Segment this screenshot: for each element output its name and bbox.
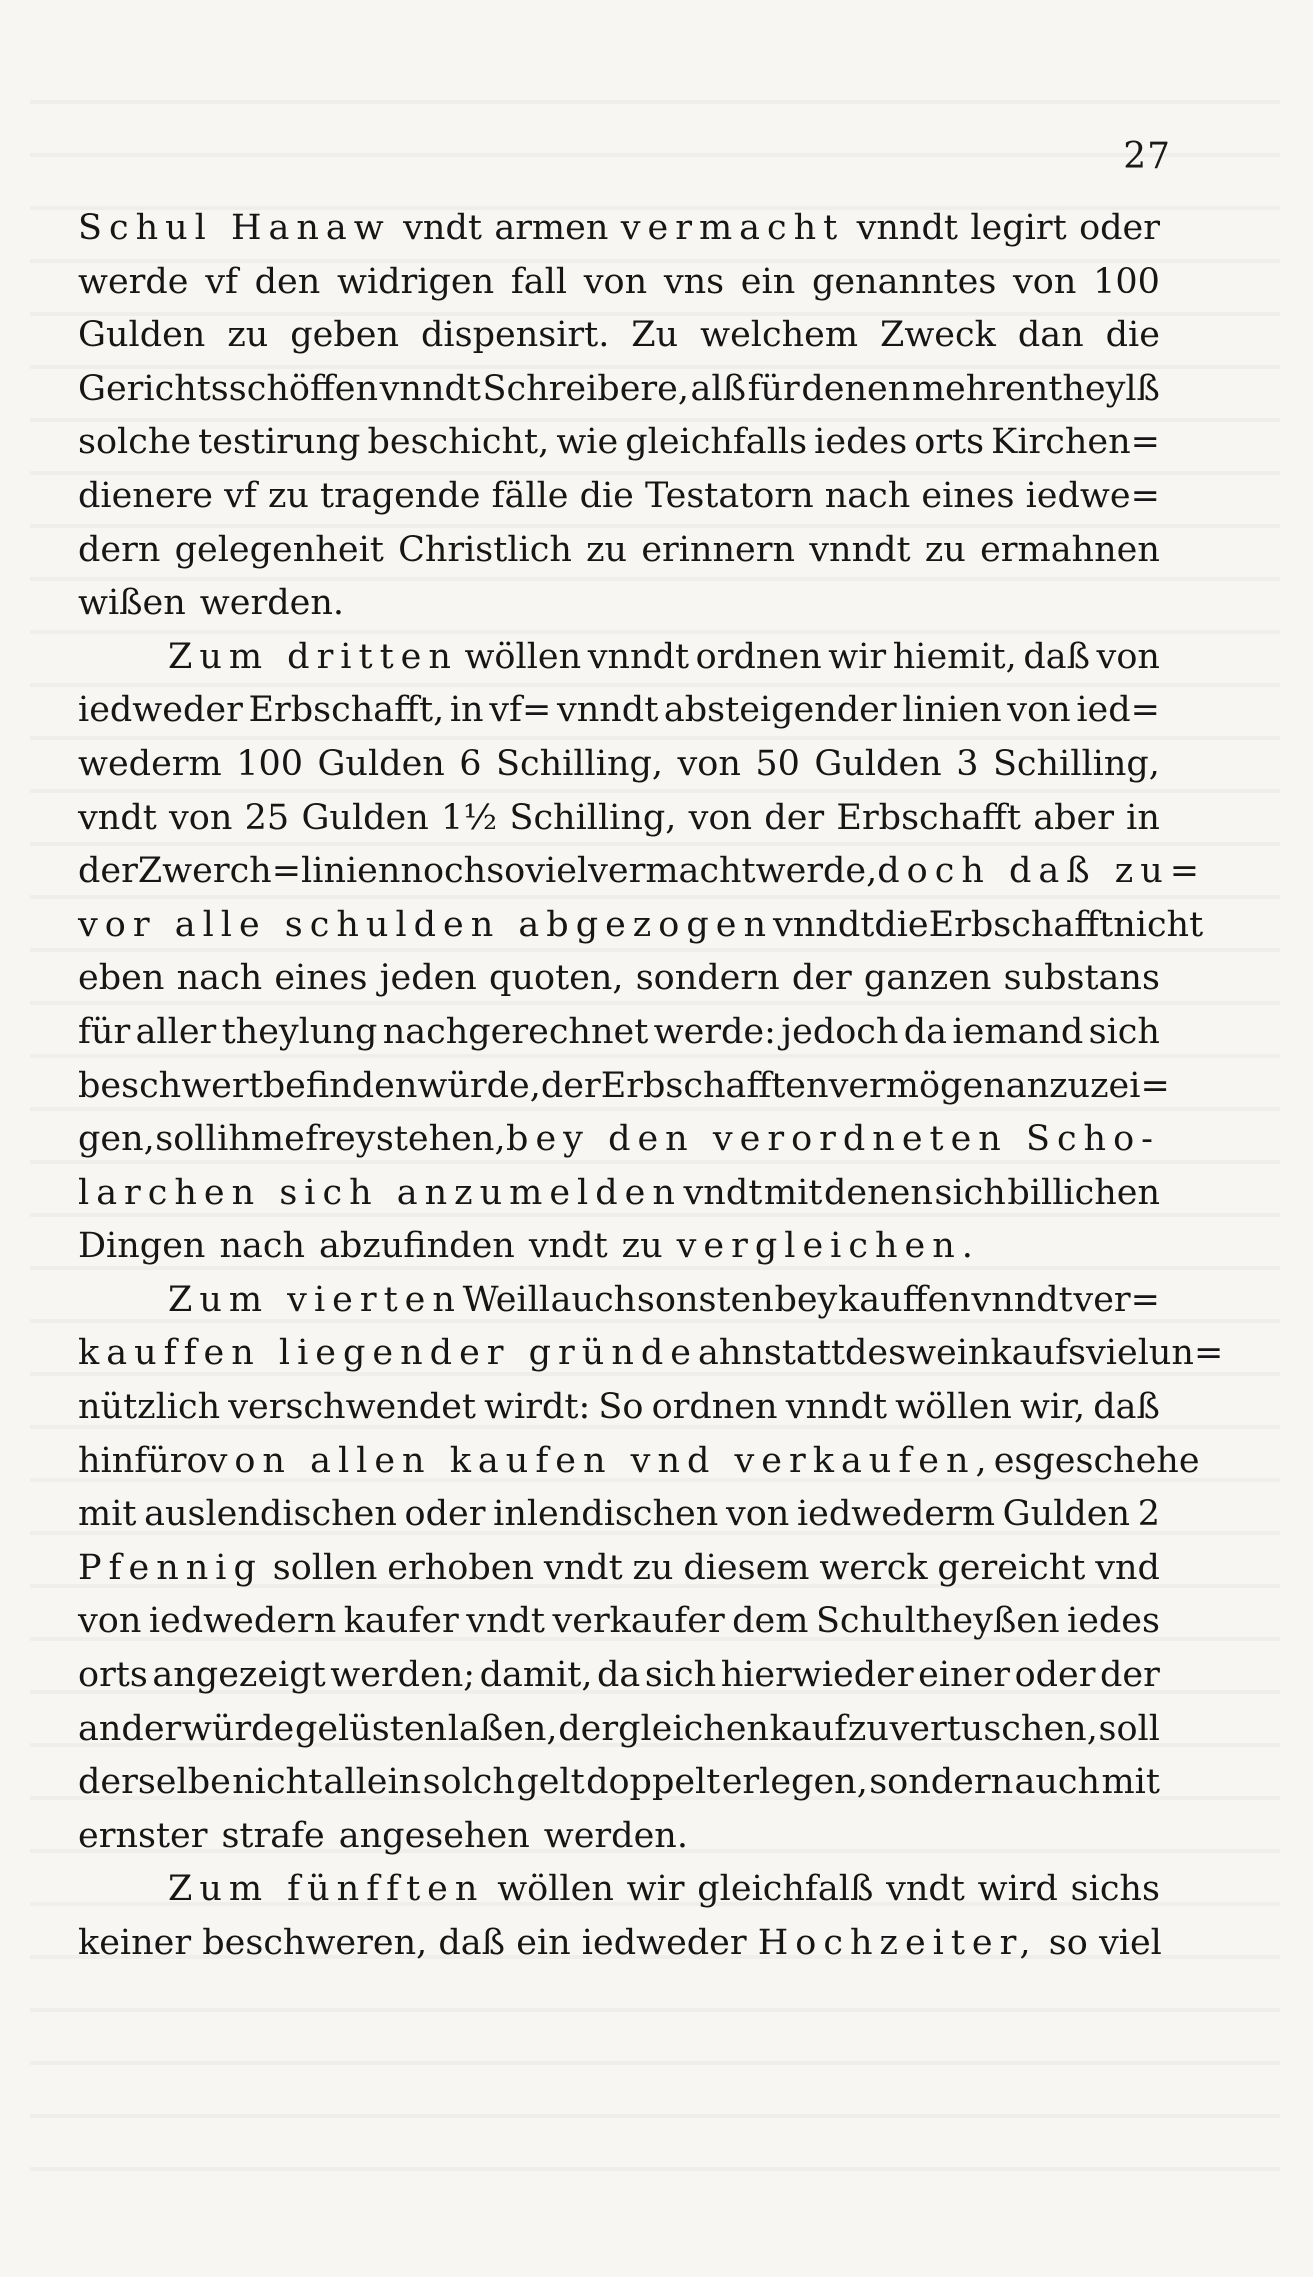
word: kauffen	[838, 1279, 971, 1320]
word: iemand	[952, 1011, 1084, 1052]
word: ied=	[1076, 690, 1160, 731]
word: daß	[438, 1923, 506, 1963]
word: soll	[155, 1119, 217, 1160]
word: fall	[510, 261, 568, 302]
word: von	[677, 743, 741, 784]
word: 1½	[441, 797, 498, 838]
word: sich	[1088, 1011, 1160, 1052]
word: linien	[902, 690, 1002, 731]
word: diesem	[683, 1547, 810, 1588]
word: verschwendet	[228, 1387, 476, 1428]
word: strafe	[221, 1815, 325, 1856]
word: die	[579, 475, 634, 516]
word: werck	[819, 1547, 928, 1588]
word: wir	[626, 1869, 685, 1910]
word: werden.	[199, 583, 344, 624]
word: sondern	[869, 1762, 1014, 1803]
word: es	[993, 1440, 1033, 1481]
text-line	[78, 1863, 1160, 1917]
word: iedweder	[78, 690, 243, 731]
word: denen	[823, 1172, 933, 1213]
word: für	[747, 368, 800, 409]
word: zu	[924, 529, 966, 570]
word: 100	[1093, 261, 1160, 302]
word: Schultheyßen	[815, 1601, 1060, 1642]
word: wöllen	[895, 1387, 1012, 1428]
word: der	[1100, 1655, 1160, 1696]
word: in	[1126, 797, 1160, 838]
word: oder	[1014, 1655, 1096, 1696]
word: wirdt:	[484, 1387, 591, 1428]
word: legirt	[970, 208, 1067, 248]
spaced-word: doch daß zu=	[877, 851, 1207, 892]
word: geben	[290, 315, 400, 356]
word: angesehen	[338, 1815, 530, 1856]
word: Gulden	[317, 743, 445, 784]
word: mehrentheylß	[911, 368, 1160, 409]
word: abzufinden	[319, 1226, 515, 1267]
word: kauf	[769, 1708, 848, 1749]
text-line	[78, 1488, 1160, 1542]
word: vndt	[886, 1869, 965, 1910]
word: zu	[847, 1708, 889, 1749]
text-line	[78, 952, 1160, 1006]
text-line	[78, 363, 1160, 417]
word: zu	[632, 1547, 674, 1588]
word: eines	[274, 958, 368, 999]
text-line	[78, 1006, 1160, 1060]
word: erinnern	[641, 529, 796, 570]
word: erhoben	[387, 1547, 534, 1588]
word: mit	[1101, 1762, 1160, 1803]
word: widrigen	[337, 261, 495, 302]
word: keiner	[78, 1923, 192, 1963]
text-line	[78, 1220, 1160, 1274]
spaced-word: Zum dritten	[168, 636, 458, 677]
word: eines	[921, 475, 1015, 516]
word: sich	[934, 1172, 1006, 1213]
word: beschweren,	[202, 1923, 428, 1963]
word: zu	[586, 529, 628, 570]
word: Testatorn	[644, 475, 814, 516]
word: gen,	[78, 1119, 155, 1160]
paragraph	[78, 1274, 1224, 1864]
word: frey	[305, 1119, 376, 1160]
word: auch	[550, 1279, 637, 1320]
word: bey	[774, 1279, 838, 1320]
word: Gulden	[1002, 1494, 1131, 1535]
text-line	[78, 256, 1160, 310]
word: daß	[1023, 636, 1090, 677]
word: derselbe	[78, 1762, 231, 1803]
word: den	[254, 261, 321, 302]
text-line	[78, 1113, 1160, 1167]
word: welchem	[700, 315, 859, 356]
word: angezeigt	[152, 1655, 326, 1696]
word: substans	[1003, 958, 1160, 999]
word: anzuzei=	[1005, 1065, 1170, 1106]
spaced-word: Zum vierten	[168, 1279, 462, 1320]
word: von	[1007, 690, 1071, 731]
word: ermahnen	[980, 529, 1160, 570]
word: ein	[516, 1923, 571, 1963]
word: vnndt	[556, 690, 659, 731]
word: vnndt	[772, 904, 875, 945]
word: Schreibere,	[482, 368, 689, 409]
word: für	[78, 1011, 131, 1052]
text-line	[78, 1327, 1224, 1381]
word: vndt	[528, 1226, 608, 1267]
word: vndt	[683, 1172, 763, 1213]
text-line	[78, 1060, 1170, 1114]
spaced-word: larchen sich anzumelden	[78, 1172, 682, 1213]
paragraph	[78, 631, 1207, 1274]
word: Gulden	[301, 797, 429, 838]
word: nützlich	[78, 1387, 221, 1428]
spaced-word: vermacht	[620, 208, 845, 248]
word: 6	[459, 743, 482, 784]
paragraph	[78, 1863, 1160, 1970]
word: nach	[176, 958, 263, 999]
body-text	[78, 202, 1224, 1971]
word: damit,	[479, 1655, 593, 1696]
word: wie	[556, 422, 619, 463]
word: vnndt	[809, 529, 911, 570]
word: nach	[219, 1226, 306, 1267]
word: geschehe	[1032, 1440, 1200, 1481]
word: vns	[663, 261, 725, 302]
word: allein	[323, 1762, 422, 1803]
word: dienere	[78, 475, 214, 516]
word: billichen	[1007, 1172, 1160, 1213]
word: beschwert	[78, 1065, 263, 1106]
word: wir,	[1019, 1387, 1086, 1428]
word: so	[486, 851, 526, 892]
word: vnndt	[856, 208, 958, 248]
word: Erbschafft	[928, 904, 1114, 945]
word: denen	[801, 368, 911, 409]
word: dergleichen	[558, 1708, 769, 1749]
word: nachgerechnet	[382, 1011, 649, 1052]
word: auslendischen	[144, 1494, 397, 1535]
word: soll	[1098, 1708, 1160, 1749]
text-line	[78, 1917, 1160, 1971]
word: einer	[918, 1655, 1011, 1696]
word: quoten,	[489, 958, 624, 999]
word: inlendischen	[493, 1494, 719, 1535]
text-line	[78, 416, 1160, 470]
word: vermacht	[588, 851, 756, 892]
word: würde,	[417, 1065, 541, 1106]
word: ordnen	[695, 636, 822, 677]
word: Gerichtsschöffen	[78, 368, 379, 409]
word: würde	[181, 1708, 295, 1749]
word: 2	[1137, 1494, 1160, 1535]
word: kaufer	[343, 1601, 459, 1642]
word: da	[597, 1655, 641, 1696]
word: werden;	[330, 1655, 476, 1696]
word: 50	[755, 743, 800, 784]
word: orts	[914, 422, 985, 463]
word: ordnen	[651, 1387, 778, 1428]
word: vndt	[543, 1547, 623, 1588]
word: von	[169, 797, 233, 838]
word: auch	[1014, 1762, 1101, 1803]
word: daß	[1093, 1387, 1160, 1428]
text-line	[78, 1810, 1160, 1864]
word: so	[1048, 1923, 1088, 1963]
word: gelt	[516, 1762, 585, 1803]
word: gelegenheit	[174, 529, 384, 570]
page-number: 27	[1123, 136, 1171, 177]
word: dem	[732, 1601, 809, 1642]
word: ahnstatt	[697, 1333, 845, 1374]
word: stehen,	[375, 1119, 506, 1160]
word: verkaufer	[552, 1601, 725, 1642]
word: genanntes	[811, 261, 997, 302]
word: jedoch	[781, 1011, 899, 1052]
word: sondern	[635, 958, 780, 999]
word: iedwe=	[1025, 475, 1160, 516]
spaced-word: von allen kaufen vnd verkaufen,	[207, 1440, 994, 1481]
word: Christlich	[398, 529, 572, 570]
word: gereicht	[937, 1547, 1086, 1588]
text-line	[78, 899, 1204, 953]
word: erlegen,	[721, 1762, 868, 1803]
word: hierwieder	[720, 1655, 914, 1696]
word: Schilling,	[992, 743, 1160, 784]
word: laßen,	[447, 1708, 558, 1749]
word: werden.	[543, 1815, 688, 1856]
word: iedes	[1067, 1601, 1160, 1642]
word: der	[791, 958, 852, 999]
word: werde,	[755, 851, 878, 892]
word: befinden	[262, 1065, 418, 1106]
text-line	[78, 1542, 1160, 1596]
spaced-word: Hochzeiter,	[757, 1923, 1038, 1963]
word: vermögen	[828, 1065, 1006, 1106]
word: alß	[690, 368, 746, 409]
text-line	[78, 1703, 1160, 1757]
text-line	[78, 1595, 1160, 1649]
word: viel	[525, 851, 589, 892]
word: vnndt	[379, 368, 481, 409]
spaced-word: Schul Hanaw	[78, 208, 391, 248]
word: viel	[1086, 1333, 1149, 1374]
word: mit	[763, 1172, 823, 1213]
word: ander	[78, 1708, 182, 1749]
word: Gulden	[814, 743, 942, 784]
word: sich	[644, 1655, 717, 1696]
word: wöllen	[464, 636, 582, 677]
word: gleichfalls	[625, 422, 808, 463]
spaced-word: kauffen liegender gründe	[78, 1333, 698, 1374]
word: beschicht,	[367, 422, 550, 463]
word: doppelt	[586, 1762, 721, 1803]
word: sollen	[272, 1547, 378, 1588]
word: vnndt	[587, 636, 690, 677]
word: tragende	[320, 475, 481, 516]
word: ernster	[78, 1815, 208, 1856]
word: armen	[494, 208, 609, 248]
word: Erbschafft	[836, 797, 1021, 838]
word: Erbschafften	[600, 1065, 829, 1106]
text-line	[78, 738, 1160, 792]
word: Schilling,	[496, 743, 664, 784]
text-line	[78, 309, 1160, 363]
text-line	[78, 1435, 1200, 1489]
word: Dingen	[78, 1226, 206, 1267]
word: orts	[78, 1655, 148, 1696]
word: noch	[400, 851, 487, 892]
text-line	[78, 1756, 1160, 1810]
word: vf	[224, 475, 257, 516]
spaced-word: vergleichen.	[676, 1226, 980, 1267]
word: von	[1012, 261, 1077, 302]
word: Zu	[631, 315, 679, 356]
word: iedwederm	[796, 1494, 996, 1535]
word: zu	[621, 1226, 663, 1267]
word: mit	[78, 1494, 137, 1535]
word: zu	[267, 475, 309, 516]
word: nach	[824, 475, 911, 516]
text-line	[78, 1381, 1160, 1435]
text-line	[78, 1274, 1160, 1328]
word: sichs	[1070, 1869, 1160, 1910]
word: theylung	[221, 1011, 378, 1052]
word: gelüsten	[294, 1708, 448, 1749]
word: vndt	[403, 208, 482, 248]
word: un=	[1148, 1333, 1224, 1374]
word: da	[903, 1011, 948, 1052]
word: aber	[1033, 797, 1114, 838]
word: vf=	[489, 690, 552, 731]
word: weinkaufs	[906, 1333, 1087, 1374]
word: eben	[78, 958, 165, 999]
spaced-word: bey den verordneten Scho-	[506, 1119, 1160, 1160]
text-line	[78, 792, 1160, 846]
word: iedweder	[581, 1923, 747, 1963]
word: 100	[236, 743, 303, 784]
word: die	[1105, 315, 1160, 356]
word: vertuschen,	[889, 1708, 1098, 1749]
word: gleichfalß	[697, 1869, 874, 1910]
word: die	[874, 904, 929, 945]
word: iedwedern	[148, 1601, 337, 1642]
word: der	[764, 797, 825, 838]
word: werde	[78, 261, 189, 302]
text-line	[78, 1649, 1160, 1703]
word: des	[844, 1333, 907, 1374]
word: der	[78, 851, 138, 892]
word: viel	[1098, 1923, 1162, 1963]
spaced-word: vor alle schulden abgezogen	[78, 904, 773, 945]
word: Zweck	[880, 315, 996, 356]
word: vndt	[466, 1601, 545, 1642]
text-line	[78, 470, 1160, 524]
word: wißen	[78, 583, 186, 624]
word: Gulden	[78, 315, 206, 356]
word: dern	[78, 529, 161, 570]
word: Zwerch=linien	[137, 851, 401, 892]
word: vndt	[78, 797, 157, 838]
word: von	[688, 797, 753, 838]
paragraph	[78, 202, 1160, 631]
word: in	[449, 690, 484, 731]
text-line	[78, 845, 1207, 899]
word: Schilling,	[509, 797, 677, 838]
word: vnndt	[785, 1387, 888, 1428]
word: wöllen	[497, 1869, 614, 1910]
word: Kirchen=	[991, 422, 1160, 463]
word: ein	[740, 261, 796, 302]
spaced-word: Zum fünfften	[168, 1869, 485, 1910]
word: wederm	[78, 743, 222, 784]
word: zu	[227, 315, 269, 356]
word: vf	[205, 261, 238, 302]
word: solch	[422, 1762, 515, 1803]
word: dan	[1017, 315, 1084, 356]
word: jeden	[379, 958, 477, 999]
word: ihme	[217, 1119, 305, 1160]
word: 3	[956, 743, 979, 784]
word: 25	[244, 797, 290, 838]
word: nicht	[1113, 904, 1204, 945]
word: sonsten	[636, 1279, 774, 1320]
word: testirung	[198, 422, 361, 463]
text-line	[78, 202, 1160, 256]
text-line	[78, 1167, 1160, 1221]
word: Weill	[462, 1279, 550, 1320]
word: hinfüro	[78, 1440, 208, 1481]
word: vnndt	[971, 1279, 1073, 1320]
word: solche	[78, 422, 192, 463]
word: So	[598, 1387, 644, 1428]
text-line	[78, 684, 1160, 738]
word: ver=	[1073, 1279, 1160, 1320]
word: von	[725, 1494, 790, 1535]
word: hiemit,	[892, 636, 1017, 677]
word: Erbschafft,	[248, 690, 445, 731]
word: nicht	[232, 1762, 323, 1803]
word: von	[78, 1601, 142, 1642]
word: ganzen	[863, 958, 992, 999]
word: von	[583, 261, 648, 302]
word: wird	[977, 1869, 1058, 1910]
word: fälle	[491, 475, 569, 516]
word: wir	[828, 636, 887, 677]
spaced-word: Pfennig	[78, 1547, 263, 1588]
word: absteigender	[663, 690, 897, 731]
word: iedes	[814, 422, 908, 463]
word: der	[540, 1065, 601, 1106]
word: oder	[404, 1494, 486, 1535]
word: vnd	[1095, 1547, 1160, 1588]
word: werde:	[653, 1011, 776, 1052]
text-line	[78, 577, 1160, 631]
word: oder	[1079, 208, 1160, 248]
word: aller	[135, 1011, 217, 1052]
text-line	[78, 524, 1160, 578]
word: dispensirt.	[421, 315, 610, 356]
word: von	[1096, 636, 1160, 677]
text-line	[78, 631, 1160, 685]
